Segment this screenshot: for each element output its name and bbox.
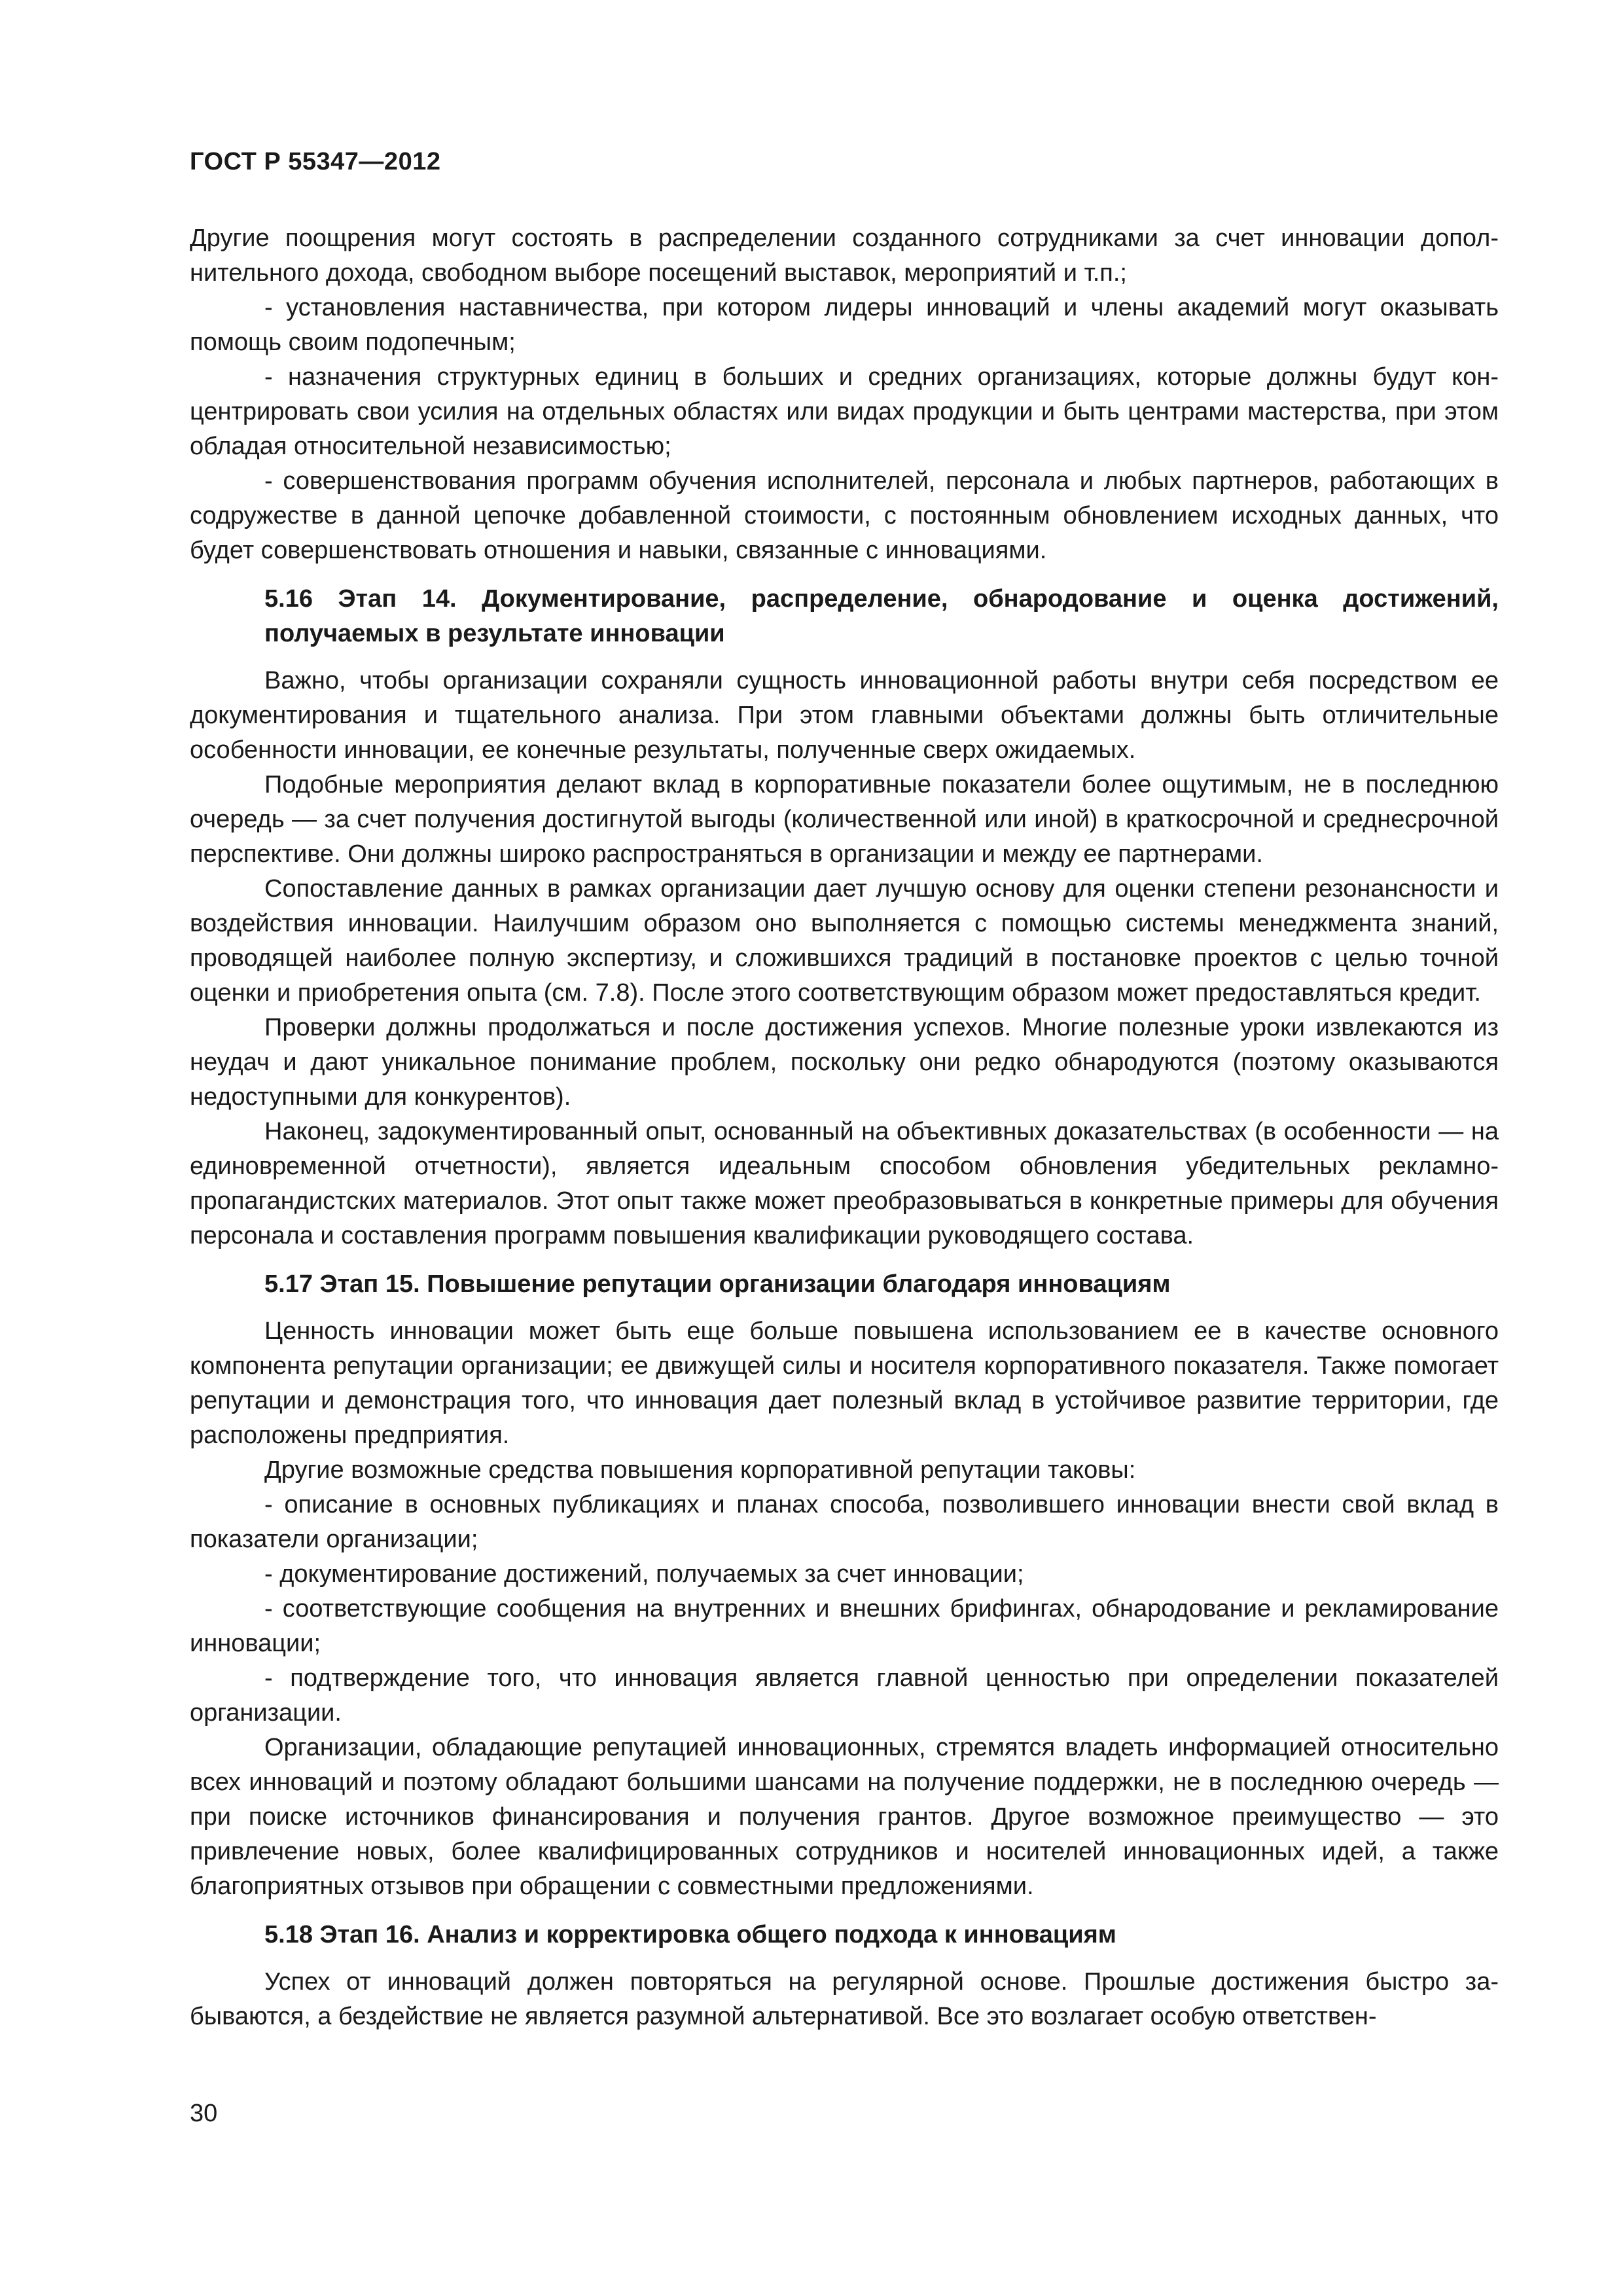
section-heading-5-16: 5.16 Этап 14. Документирование, распределение, обнародование и оценка достижений, получаемых в результате инновации [264,585,1499,647]
paragraph: Другие поощрения могут состоять в распределении созданного сотрудниками за счет инновации дополнительного дохода, свободном выборе посещений выставок, мероприятий и т.п.; [190,224,1499,287]
list-item: - назначения структурных единиц в больших и средних организациях, которые должны будут концентрировать свои усилия на отдельных областях или видах продукции и быть центрами мастерства, при этом обладая относительной независимостью; [190,363,1499,460]
list-item: - соответствующие сообщения на внутренних и внешних брифингах, обнародование и рекламирование инновации; [190,1595,1499,1657]
paragraph: Важно, чтобы организации сохраняли сущность инновационной работы внутри себя посредством ее документирования и тщательного анализа. При этом главными объектами должны быть отличительные особенности инновации, ее конечные результаты, полученные сверх ожидаемых. [190,667,1499,764]
list-item: - подтверждение того, что инновация является главной ценностью при определении показателей организации. [190,1664,1499,1727]
list-item: - документирование достижений, получаемых за счет инновации; [264,1560,1024,1588]
page-body [190,221,1499,2034]
section-heading-5-18: 5.18 Этап 16. Анализ и корректировка общего подхода к инновациям [264,1921,1116,1948]
document-code-header: ГОСТ Р 55347—2012 [190,148,441,175]
list-item: - описание в основных публикациях и планах способа, позволившего инновации внести свой вклад в показатели организации; [190,1491,1499,1553]
list-item: - установления наставничества, при котором лидеры инноваций и члены академий могут оказывать помощь своим подопечным; [190,294,1499,356]
paragraph: Организации, обладающие репутацией инновационных, стремятся владеть информацией относительно всех инноваций и поэтому обладают большими шансами на получение поддержки, не в последнюю очередь — при поиске источников финансирования и получения грантов. Другое возможное преимущество — это привлечение новых, более квалифицированных сотрудников и носителей инновационных идей, а также благоприятных отзывов при обращении с совместными предложениями. [190,1734,1499,1900]
section-heading-5-17: 5.17 Этап 15. Повышение репутации организации благодаря инновациям [264,1270,1171,1298]
paragraph: Другие возможные средства повышения корпоративной репутации таковы: [264,1456,1136,1484]
paragraph: Ценность инновации может быть еще больше повышена использованием ее в качестве основного компонента репутации организации; ее движущей силы и носителя корпоративного показателя. Также помогает репутации и демонстрация того, что инновация дает полезный вклад в устойчивое развитие территории, где расположены предприятия. [190,1318,1499,1449]
paragraph: Подобные мероприятия делают вклад в корпоративные показатели более ощутимым, не в последнюю очередь — за счет получения достигнутой выгоды (количественной или иной) в краткосрочной и среднесрочной перспективе. Они должны широко распространяться в организации и между ее партнерами. [190,771,1499,868]
paragraph: Проверки должны продолжаться и после достижения успехов. Многие полезные уроки извлекаются из неудач и дают уникальное понимание проблем, поскольку они редко обнародуются (поэтому оказываются недоступными для конкурентов). [190,1014,1499,1111]
paragraph: Сопоставление данных в рамках организации дает лучшую основу для оценки степени резонансности и воздействия инновации. Наилучшим образом оно выполняется с помощью системы менеджмента знаний, проводящей наиболее полную экспертизу, и сложившихся традиций в постановке проектов с целью точной оценки и приобретения опыта (см. 7.8). После этого соответствующим образом может предоставляться кредит. [190,875,1499,1007]
list-item: - совершенствования программ обучения исполнителей, персонала и любых партнеров, работающих в содружестве в данной цепочке добавленной стоимости, с постоянным обновлением исходных данных, что будет совершенствовать отношения и навыки, связанные с инновациями. [190,467,1499,564]
paragraph: Успех от инноваций должен повторяться на регулярной основе. Прошлые достижения быстро забываются, а бездействие не является разумной альтернативой. Все это возлагает особую ответствен- [190,1968,1499,2030]
page-number: 30 [190,2100,218,2127]
paragraph: Наконец, задокументированный опыт, основанный на объективных доказательствах (в особенности — на единовременной отчетности), является идеальным способом обновления убедительных рекламно-пропагандистских материалов. Этот опыт также может преобразовываться в конкретные примеры для обучения персонала и составления программ повышения квалификации руководящего состава. [190,1118,1499,1249]
